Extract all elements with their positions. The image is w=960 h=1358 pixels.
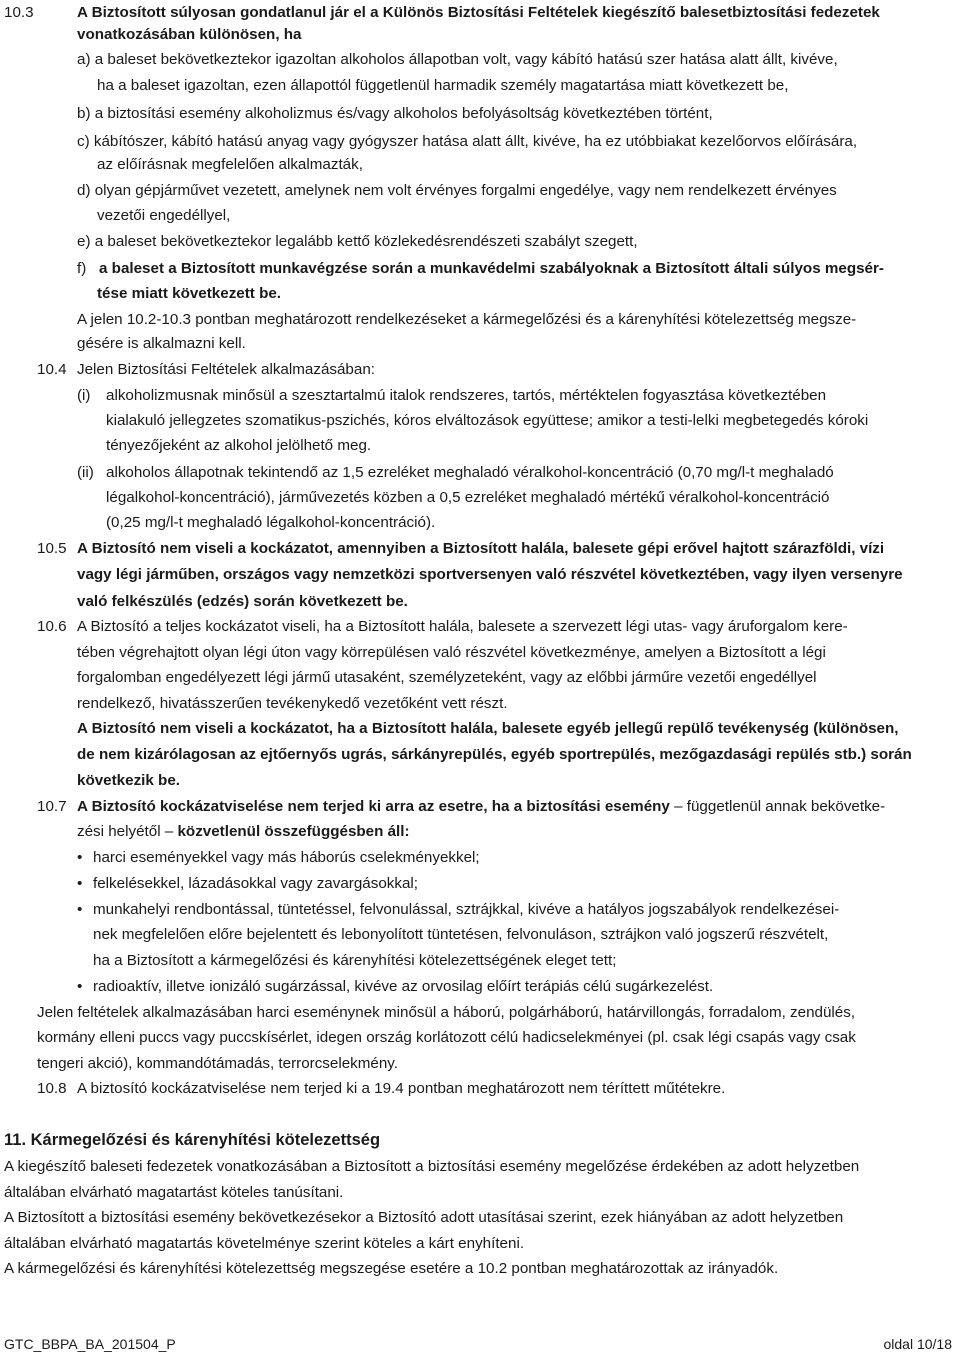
section-10-6-bold-line3: következik be.	[77, 772, 180, 789]
section-10-7-bullet-4: radioaktív, illetve ionizáló sugárzással, kivéve az orvosilag előírt terápiás célú sugárkezelést.	[93, 978, 714, 995]
section-10-3-item-a-line2: ha a baleset igazoltan, ezen állapottól függetlenül harmadik személy magatartása miatt következett be,	[97, 77, 789, 94]
section-10-3-item-d-line1: d) olyan gépjárművet vezetett, amelynek nem volt érvényes forgalmi engedélye, vagy nem rendelkezett érvényes	[77, 182, 837, 199]
section-10-4-i-line2: kialakuló jellegzetes szomatikus-pszichés, kóros elváltozások együttese; amikor a testi-lelki megbetegedés kóroki	[106, 412, 869, 429]
section-10-6-bold-line1: A Biztosító nem viseli a kockázatot, ha a Biztosított halála, balesete egyéb jellegű repülő tevékenység (különösen,	[77, 720, 899, 737]
section-10-3-item-b: b) a biztosítási esemény alkoholizmus és/vagy alkoholos befolyásoltság következtében történt,	[77, 105, 713, 122]
footer-document-code: GTC_BBPA_BA_201504_P	[4, 1336, 176, 1352]
section-11-p1-line2: általában elvárható magatartást köteles tanúsítani.	[4, 1184, 344, 1201]
section-number-10-3: 10.3	[4, 4, 34, 21]
section-10-6-line2: tében végrehajtott olyan légi úton vagy körrepülésen való részvétel következménye, amelyen a Biztosított a légi	[77, 644, 826, 661]
section-10-7-line2	[77, 822, 410, 842]
section-number-10-6: 10.6	[37, 618, 67, 635]
bullet-icon: •	[77, 875, 83, 892]
section-10-4-i-line1: alkoholizmusnak minősül a szesztartalmú italok rendszeres, tartós, mértéktelen fogyasztása következtében	[106, 387, 827, 404]
section-10-4-i-label: (i)	[77, 387, 91, 404]
section-10-7-line1-rest: – függetlenül annak bekövetke-	[669, 798, 886, 815]
bullet-icon: •	[77, 901, 83, 918]
section-10-7-line1-bold: A Biztosító kockázatviselése nem terjed ki arra az esetre, ha a biztosítási esemény	[77, 798, 670, 815]
section-10-3-item-f-label: f)	[77, 260, 87, 277]
footer-page-number: oldal 10/18	[883, 1336, 952, 1352]
section-10-3-title-line2: vonatkozásában különösen, ha	[77, 26, 302, 43]
section-10-7-line2-start: zési helyétől –	[77, 823, 178, 840]
section-10-3-item-d-line2: vezetői engedéllyel,	[97, 207, 231, 224]
section-10-7-bullet-2: felkelésekkel, lázadásokkal vagy zavargásokkal;	[93, 875, 419, 892]
section-10-7-para-line2: kormány elleni puccs vagy puccskísérlet, idegen ország korlátozott célú hadicselekményei (pl. csak légi csapás vagy csak	[37, 1029, 856, 1046]
section-10-3-item-f-line2: tése miatt következett be.	[97, 285, 282, 302]
section-number-10-4: 10.4	[37, 361, 67, 378]
section-10-5-line3: való felkészülés (edzés) során következett be.	[77, 593, 408, 610]
section-11-p2-line1: A Biztosított a biztosítási esemény bekövetkezésekor a Biztosító adott utasításai szerint, ezek hiányában az adott helyzetben	[4, 1209, 844, 1226]
section-10-3-title-line1: A Biztosított súlyosan gondatlanul jár el a Különös Biztosítási Feltételek kiegészítő balesetbiztosítási fedezetek	[77, 4, 880, 21]
section-11-p3: A kármegelőzési és kárenyhítési kötelezettség megszegése esetére a 10.2 pontban meghatározottak az irányadók.	[4, 1260, 779, 1277]
section-10-4-i-line3: tényezőjeként az alkohol jelölhető meg.	[106, 437, 372, 454]
section-10-3-item-c-line2: az előírásnak megfelelően alkalmazták,	[97, 156, 363, 173]
section-10-3-tail-line2: gésére is alkalmazni kell.	[77, 335, 246, 352]
section-10-6-line3: forgalomban engedélyezett légi jármű utasaként, személyzeteként, vagy az előbbi járműre vezetői engedéllyel	[77, 669, 817, 686]
section-10-4-ii-line1: alkoholos állapotnak tekintendő az 1,5 ezreléket meghaladó véralkohol-koncentráció (0,70 mg/l-t meghaladó	[106, 464, 834, 481]
section-10-7-bullet-3-line2: nek megfelelően előre bejelentett és lebonyolított tüntetésen, felvonuláson, sztrájkon való jogszerű részvételt,	[93, 926, 829, 943]
section-10-3-item-a-line1: a) a baleset bekövetkeztekor igazoltan alkoholos állapotban volt, vagy kábító hatású szer hatása alatt állt, kivéve,	[77, 51, 838, 68]
section-11-heading: 11. Kármegelőzési és kárenyhítési kötelezettség	[4, 1131, 381, 1149]
section-10-3-tail-line1: A jelen 10.2-10.3 pontban meghatározott rendelkezéseket a kármegelőzési és a kárenyhítési kötelezettség megsze-	[77, 311, 857, 328]
section-10-4-ii-line3: (0,25 mg/l-t meghaladó légalkohol-koncentráció).	[106, 514, 436, 531]
bullet-icon: •	[77, 849, 83, 866]
section-number-10-5: 10.5	[37, 540, 67, 557]
section-10-7-para-line1: Jelen feltételek alkalmazásában harci eseménynek minősül a háború, polgárháború, határvillongás, forradalom, zendülés,	[37, 1004, 856, 1021]
section-10-6-bold-line2: de nem kizárólagosan az ejtőernyős ugrás, sárkányrepülés, egyéb sportrepülés, mezőgazdasági repülés stb.) során	[77, 746, 912, 763]
section-11-p1-line1: A kiegészítő baleseti fedezetek vonatkozásában a Biztosított a biztosítási esemény megelőzése érdekében az adott helyzetben	[4, 1158, 860, 1175]
section-number-10-8: 10.8	[37, 1080, 67, 1097]
section-10-7-bullet-3-line3: ha a Biztosított a kármegelőzési és kárenyhítési kötelezettségének eleget tett;	[93, 952, 617, 969]
section-10-7-line2-bold: közvetlenül összefüggésben áll:	[177, 823, 410, 840]
section-10-7-bullet-3-line1: munkahelyi rendbontással, tüntetéssel, felvonulással, sztrájkkal, kivéve a hatályos jogszabályok rendelkezései-	[93, 901, 840, 918]
section-10-4-ii-label: (ii)	[77, 464, 94, 481]
section-10-7-line1	[77, 797, 885, 817]
section-11-p2-line2: általában elvárható magatartás követelménye szerint köteles a kárt enyhíteni.	[4, 1235, 525, 1252]
section-10-6-line4: rendelkező, hivatásszerűen tevékenykedő vezetőként vett részt.	[77, 695, 508, 712]
section-10-7-bullet-1: harci eseményekkel vagy más háborús cselekményekkel;	[93, 849, 480, 866]
section-10-7-para-line3: tengeri akció), kommandótámadás, terrorcselekmény.	[37, 1055, 398, 1072]
bullet-icon: •	[77, 978, 83, 995]
section-10-5-line2: vagy légi járműben, országos vagy nemzetközi sportversenyen való részvétel következtében, vagy ilyen versenyre	[77, 566, 903, 583]
section-10-4-title: Jelen Biztosítási Feltételek alkalmazásában:	[77, 361, 375, 378]
section-10-3-item-e: e) a baleset bekövetkeztekor legalább kettő közlekedésrendészeti szabályt szegett,	[77, 233, 638, 250]
section-10-6-line1: A Biztosító a teljes kockázatot viseli, ha a Biztosított halála, balesete a szervezett légi utas- vagy áruforgalom kere-	[77, 618, 848, 635]
section-10-4-ii-line2: légalkohol-koncentráció), járművezetés közben a 0,5 ezreléket meghaladó mértékű véralkohol-koncentráció	[106, 489, 830, 506]
section-10-3-item-f-line1: a baleset a Biztosított munkavégzése során a munkavédelmi szabályoknak a Biztosított általi súlyos megsér-	[99, 260, 884, 277]
section-number-10-7: 10.7	[37, 798, 67, 815]
section-10-5-line1: A Biztosító nem viseli a kockázatot, amennyiben a Biztosított halála, balesete gépi erővel hajtott szárazföldi, vízi	[77, 540, 885, 557]
section-10-8-line1: A biztosító kockázatviselése nem terjed ki a 19.4 pontban meghatározott nem téríttett műtétekre.	[77, 1080, 726, 1097]
section-10-3-item-c-line1: c) kábítószer, kábító hatású anyag vagy gyógyszer hatása alatt állt, kivéve, ha ez utóbbiakat kezelőorvos előírására,	[77, 133, 858, 150]
